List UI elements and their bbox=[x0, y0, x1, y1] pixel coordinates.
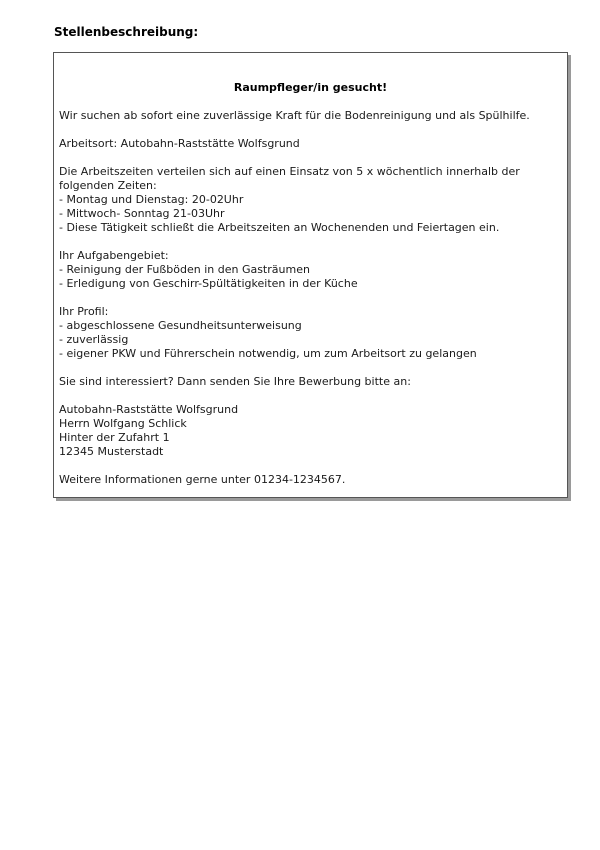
section-heading: Stellenbeschreibung: bbox=[54, 25, 199, 39]
profile-item: - zuverlässig bbox=[59, 333, 129, 346]
address-line: Autobahn-Raststätte Wolfsgrund bbox=[59, 403, 239, 416]
contact-text: Weitere Informationen gerne unter 01234-1234567. bbox=[59, 473, 346, 486]
hours-text-line: folgenden Zeiten: bbox=[59, 179, 157, 192]
profile-heading: Ihr Profil: bbox=[59, 305, 109, 318]
hours-item: - Diese Tätigkeit schließt die Arbeitszeiten an Wochenenden und Feiertagen ein. bbox=[59, 221, 500, 234]
address-line: Hinter der Zufahrt 1 bbox=[59, 431, 170, 444]
profile-item: - eigener PKW und Führerschein notwendig, um zum Arbeitsort zu gelangen bbox=[59, 347, 477, 360]
hours-item: - Mittwoch- Sonntag 21-03Uhr bbox=[59, 207, 225, 220]
workplace-text: Arbeitsort: Autobahn-Raststätte Wolfsgrund bbox=[59, 137, 300, 150]
intro-text: Wir suchen ab sofort eine zuverlässige Kraft für die Bodenreinigung und als Spülhilfe. bbox=[59, 109, 530, 122]
address-line: Herrn Wolfgang Schlick bbox=[59, 417, 187, 430]
hours-text-line: Die Arbeitszeiten verteilen sich auf einen Einsatz von 5 x wöchentlich innerhalb der bbox=[59, 165, 520, 178]
job-ad-title: Raumpfleger/in gesucht! bbox=[233, 81, 388, 94]
apply-text: Sie sind interessiert? Dann senden Sie Ihre Bewerbung bitte an: bbox=[59, 375, 411, 388]
job-ad-body bbox=[59, 109, 561, 487]
duties-heading: Ihr Aufgabengebiet: bbox=[59, 249, 169, 262]
address-line: 12345 Musterstadt bbox=[59, 445, 164, 458]
job-ad-box bbox=[53, 52, 568, 498]
duties-item: - Reinigung der Fußböden in den Gasträumen bbox=[59, 263, 310, 276]
hours-item: - Montag und Dienstag: 20-02Uhr bbox=[59, 193, 244, 206]
profile-item: - abgeschlossene Gesundheitsunterweisung bbox=[59, 319, 302, 332]
duties-item: - Erledigung von Geschirr-Spültätigkeiten in der Küche bbox=[59, 277, 358, 290]
